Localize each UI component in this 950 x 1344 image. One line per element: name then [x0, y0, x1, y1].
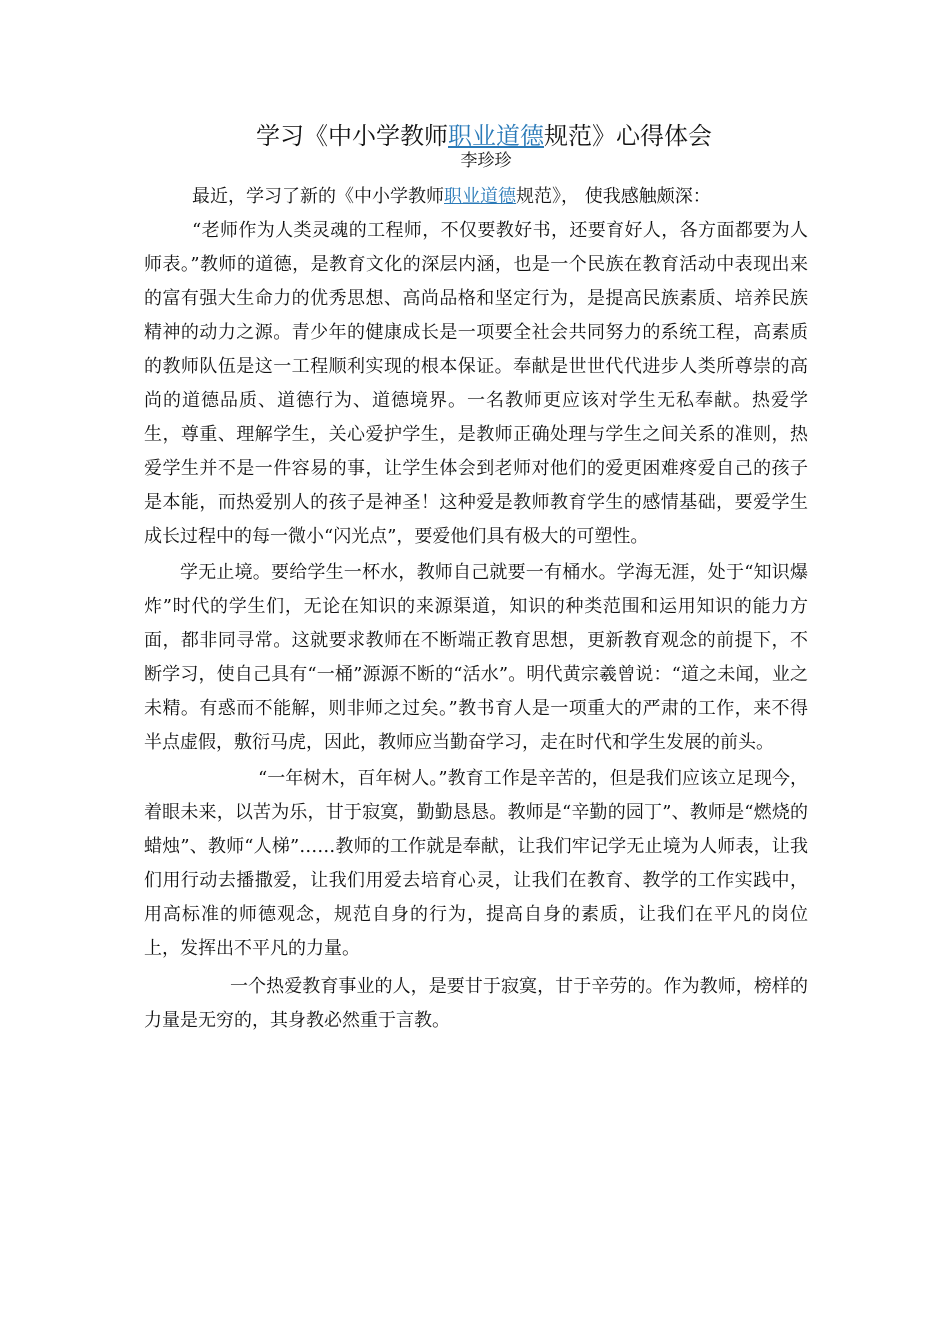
intro-link-text[interactable]: 职业道德 [444, 186, 516, 207]
document-title [160, 118, 808, 154]
body-paragraph: “老师作为人类灵魂的工程师，不仅要教好书，还要育好人，各方面都要为人师表。”教师的道德，是教育文化的深层内涵，也是一个民族在教育活动中表现出来的富有强大生命力的优秀思想、高尚品格和坚定行为，是提高民族素质、培养民族精神的动力之源。青少年的健康成长是一项要全社会共同努力的系统工程，高素质的教师队伍是这一工程顺利实现的根本保证。奉献是世世代代进步人类所尊崇的高尚的道德品质、道德行为、道德境界。一名教师更应该对学生无私奉献。热爱学生，尊重、理解学生，关心爱护学生，是教师正确处理与学生之间关系的准则，热爱学生并不是一件容易的事，让学生体会到老师对他们的爱更困难疼爱自己的孩子是本能，而热爱别人的孩子是神圣！这种爱是教师教育学生的感情基础，要爱学生成长过程中的每一微小“闪光点”，要爱他们具有极大的可塑性。 [144, 220, 808, 547]
author-name: 李珍珍 [460, 151, 512, 171]
intro-suffix: 规范》， 使我感触颇深： [516, 186, 711, 207]
body-paragraph: 学无止境。要给学生一杯水，教师自己就要一有桶水。学海无涯，处于“知识爆炸”时代的学生们，无论在知识的来源渠道，知识的种类范围和运用知识的能力方面，都非同寻常。这就要求教师在不断端正教育思想，更新教育观念的前提下，不断学习，使自己具有“一桶”源源不断的“活水”。明代黄宗羲曾说：“道之未闻，业之未精。有惑而不能解，则非师之过矣。”教书育人是一项重大的严肃的工作，来不得半点虚假，敷衍马虎，因此，教师应当勤奋学习，走在时代和学生发展的前头。 [144, 562, 808, 753]
title-prefix: 学习《中小学教师 [256, 122, 448, 150]
document-page [144, 118, 808, 1038]
body-paragraph: 一个热爱教育事业的人，是要甘于寂寞，甘于辛劳的。作为教师，榜样的力量是无穷的，其身教必然重于言教。 [144, 976, 808, 1031]
body-paragraph: “一年树木，百年树人。”教育工作是辛苦的，但是我们应该立足现今，着眼未来，以苦为乐，甘于寂寞，勤勤恳恳。教师是“辛勤的园丁”、教师是“燃烧的蜡烛”、教师“人梯”……教师的工作就是奉献，让我们牢记学无止境为人师表，让我们用行动去播撒爱，让我们用爱去培育心灵，让我们在教育、教学的工作实践中，用高标准的师德观念，规范自身的行为，提高自身的素质，让我们在平凡的岗位上，发挥出不平凡的力量。 [144, 768, 808, 959]
title-suffix: 规范》心得体会 [544, 122, 712, 150]
intro-paragraph [144, 180, 808, 214]
title-link-text[interactable]: 职业道德 [448, 122, 544, 150]
intro-prefix: 最近，学习了新的《中小学教师 [192, 186, 444, 207]
